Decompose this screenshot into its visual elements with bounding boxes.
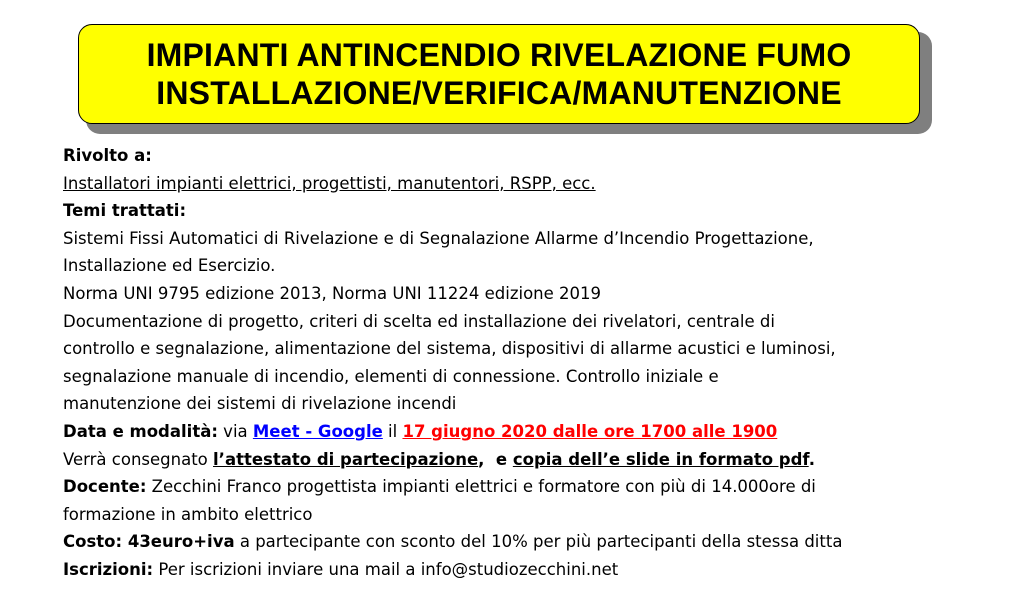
docente-text-1: Zecchini Franco progettista impianti elettrici e formatore con più di 14.000ore di xyxy=(146,477,816,497)
temi-line-6: segnalazione manuale di incendio, elementi di connessione. Controllo iniziale e xyxy=(63,366,719,386)
temi-line-1: Sistemi Fissi Automatici di Rivelazione e di Segnalazione Allarme d’Incendio Progettazione, xyxy=(63,228,814,248)
rivolto-line xyxy=(63,170,993,198)
costo-amount: 43euro+iva xyxy=(122,532,235,552)
slide-text: copia dell’e slide in formato pdf xyxy=(512,449,809,469)
il-text: il xyxy=(382,421,403,441)
docente-line-2: formazione in ambito elettrico xyxy=(63,504,313,524)
temi-line-3: Norma UNI 9795 edizione 2013, Norma UNI 11224 edizione 2019 xyxy=(63,283,602,303)
temi-line-4: Documentazione di progetto, criteri di scelta ed installazione dei rivelatori, centrale di xyxy=(63,311,775,331)
temi-line-2: Installazione ed Esercizio. xyxy=(63,256,276,276)
iscrizioni-line xyxy=(63,556,993,584)
attestato-text: l’attestato di partecipazione xyxy=(213,449,479,469)
costo-line xyxy=(63,528,993,556)
meet-google-link[interactable]: Meet - Google xyxy=(252,421,383,441)
title-banner xyxy=(78,24,920,124)
docente-label: Docente: xyxy=(63,477,147,497)
course-details xyxy=(63,142,993,584)
data-modalita-label: Data e modalità: xyxy=(63,421,218,441)
event-date: 17 giugno 2020 dalle ore 1700 alle 1900 xyxy=(402,421,778,441)
data-modalita-line xyxy=(63,418,993,446)
temi-line-7: manutenzione dei sistemi di rivelazione incendi xyxy=(63,394,457,414)
rivolto-text: Installatori impianti elettrici, progettisti, manutentori, RSPP, ecc. xyxy=(63,173,596,193)
consegna-line xyxy=(63,446,993,474)
consegna-suffix: . xyxy=(808,449,815,469)
via-text: via xyxy=(217,421,253,441)
banner-title-line-1: IMPIANTI ANTINCENDIO RIVELAZIONE FUMO xyxy=(146,37,852,73)
costo-label: Costo: xyxy=(63,532,123,552)
rivolto-label: Rivolto a: xyxy=(63,146,152,165)
iscrizioni-text: Per iscrizioni inviare una mail a info@studiozecchini.net xyxy=(153,559,619,579)
docente-line-1 xyxy=(63,473,993,501)
banner-title-line-2: INSTALLAZIONE/VERIFICA/MANUTENZIONE xyxy=(156,75,842,111)
consegna-middle: , e xyxy=(478,449,513,469)
temi-label: Temi trattati: xyxy=(63,201,187,221)
iscrizioni-label: Iscrizioni: xyxy=(63,559,154,579)
consegna-prefix: Verrà consegnato xyxy=(63,449,214,469)
temi-line-5: controllo e segnalazione, alimentazione del sistema, dispositivi di allarme acustici e luminosi, xyxy=(63,339,836,359)
costo-text: a partecipante con sconto del 10% per più partecipanti della stessa ditta xyxy=(234,532,843,552)
